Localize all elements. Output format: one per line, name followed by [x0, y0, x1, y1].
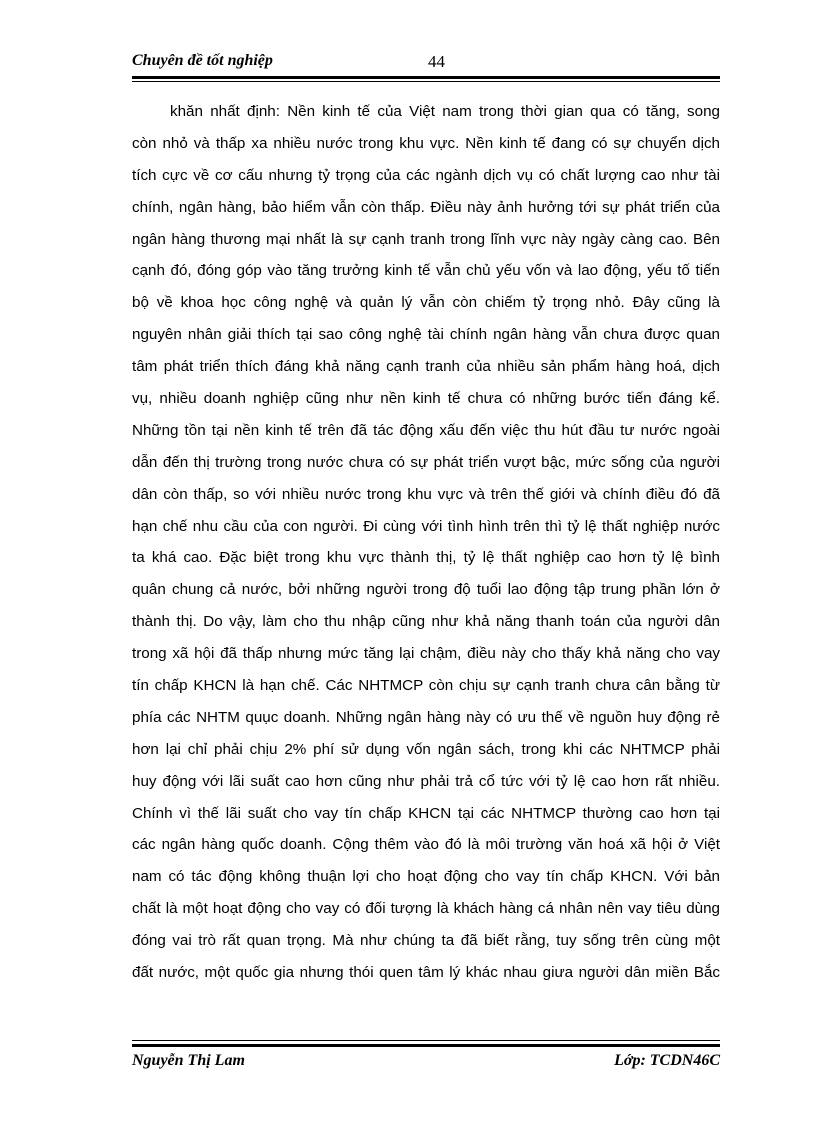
body-line: Những tồn tại nền kinh tế trên đã tác động xấu đến việc thu hút đầu tư nước ngoài [132, 421, 720, 439]
body-text [132, 96, 720, 989]
header-rule-thick [132, 76, 720, 79]
body-line: tích cực về cơ cấu nhưng tỷ trọng của các ngành dịch vụ có chất lượng cao như tài [132, 166, 720, 184]
body-line: tín chấp KHCN là hạn chế. Các NHTMCP còn chịu sự cạnh tranh chưa cân bằng từ [132, 677, 720, 695]
body-line: trong xã hội đã thấp nhưng mức tăng lại chậm, điều này cho thấy khả năng cho vay [132, 645, 720, 663]
body-line: đất nước, một quốc gia nhưng thói quen tâm lý khác nhau giưa người dân miền Bắc [132, 964, 720, 982]
body-line: ngân hàng thương mại nhất là sự cạnh tranh trong lĩnh vực này ngày càng cao. Bên [132, 230, 720, 248]
footer-rule-thick [132, 1044, 720, 1047]
body-line: vụ, nhiều doanh nghiệp cũng như nền kinh tế chưa có những bước tiến đáng kể. [132, 390, 720, 408]
body-line: nguyên nhân giải thích tại sao công nghệ tài chính ngân hàng vẫn chưa được quan [132, 326, 720, 344]
page-number: 44 [428, 52, 445, 71]
body-line: tâm phát triển thích đáng khả năng cạnh tranh của nhiều sản phẩm hàng hoá, dịch [132, 358, 720, 376]
body-line: phía các NHTM quục doanh. Những ngân hàng này có ưu thế về nguồn huy động rẻ [132, 708, 720, 726]
document-title: Chuyên đề tốt nghiệp [132, 52, 273, 69]
class-label: Lớp: TCDN46C [614, 1052, 720, 1069]
page-header [132, 50, 720, 76]
body-line: nam có tác động không thuận lợi cho hoạt động cho vay tín chấp KHCN. Với bản [132, 868, 720, 886]
body-line: hơn lại chỉ phải chịu 2% phí sử dụng vốn ngân sách, trong khi các NHTMCP phải [132, 740, 720, 758]
body-line: dẫn đến thị trường trong nước chưa có sự phát triển vượt bậc, mức sống của người [132, 453, 720, 471]
body-line: các ngân hàng quốc doanh. Cộng thêm vào đó là môi trường văn hoá xã hội ở Việt [132, 836, 720, 854]
body-line: hạn chế nhu cầu của con người. Đi cùng với tình hình trên thì tỷ lệ thất nghiệp nước [132, 517, 720, 535]
header-rule-thin [132, 81, 720, 82]
body-line: cạnh đó, đóng góp vào tăng trưởng kinh tế vẫn chủ yếu vốn và lao động, yếu tố tiến [132, 262, 720, 280]
body-line: bộ về khoa học công nghệ và quản lý vẫn còn chiếm tỷ trọng nhỏ. Đây cũng là [132, 294, 720, 312]
body-line: huy động với lãi suất cao hơn cũng như phải trả cổ tức với tỷ lệ cao hơn rất nhiều. [132, 772, 720, 790]
body-line: chất là một hoạt động cho vay có đối tượng là khách hàng cá nhân nên vay tiêu dùng [132, 900, 720, 918]
body-line: dân còn thấp, so với nhiều nước trong khu vực và trên thế giới và chính điều đó đã [132, 485, 720, 503]
footer-rule-thin [132, 1040, 720, 1041]
body-line: ta khá cao. Đặc biệt trong khu vực thành thị, tỷ lệ thất nghiệp cao hơn tỷ lệ bình [132, 549, 720, 567]
body-line: Chính vì thế lãi suất cho vay tín chấp KHCN tại các NHTMCP thường cao hơn tại [132, 804, 720, 822]
author-name: Nguyễn Thị Lam [132, 1052, 245, 1069]
body-line: chính, ngân hàng, bảo hiểm vẫn còn thấp. Điều này ảnh hưởng tới sự phát triển của [132, 198, 720, 216]
body-line: quân chung cả nước, bởi những người trong độ tuổi lao động tập trung phần lớn ở [132, 581, 720, 599]
body-line: khăn nhất định: Nền kinh tế của Việt nam trong thời gian qua có tăng, song [170, 103, 720, 120]
body-line: thành thị. Do vậy, làm cho thu nhập cũng như khả năng thanh toán của người dân [132, 613, 720, 631]
body-line: đóng vai trò rất quan trọng. Mà như chúng ta đã biết rằng, tuy sống trên cùng một [132, 932, 720, 950]
body-line: còn nhỏ và thấp xa nhiều nước trong khu vực. Nền kinh tế đang có sự chuyển dịch [132, 134, 720, 152]
